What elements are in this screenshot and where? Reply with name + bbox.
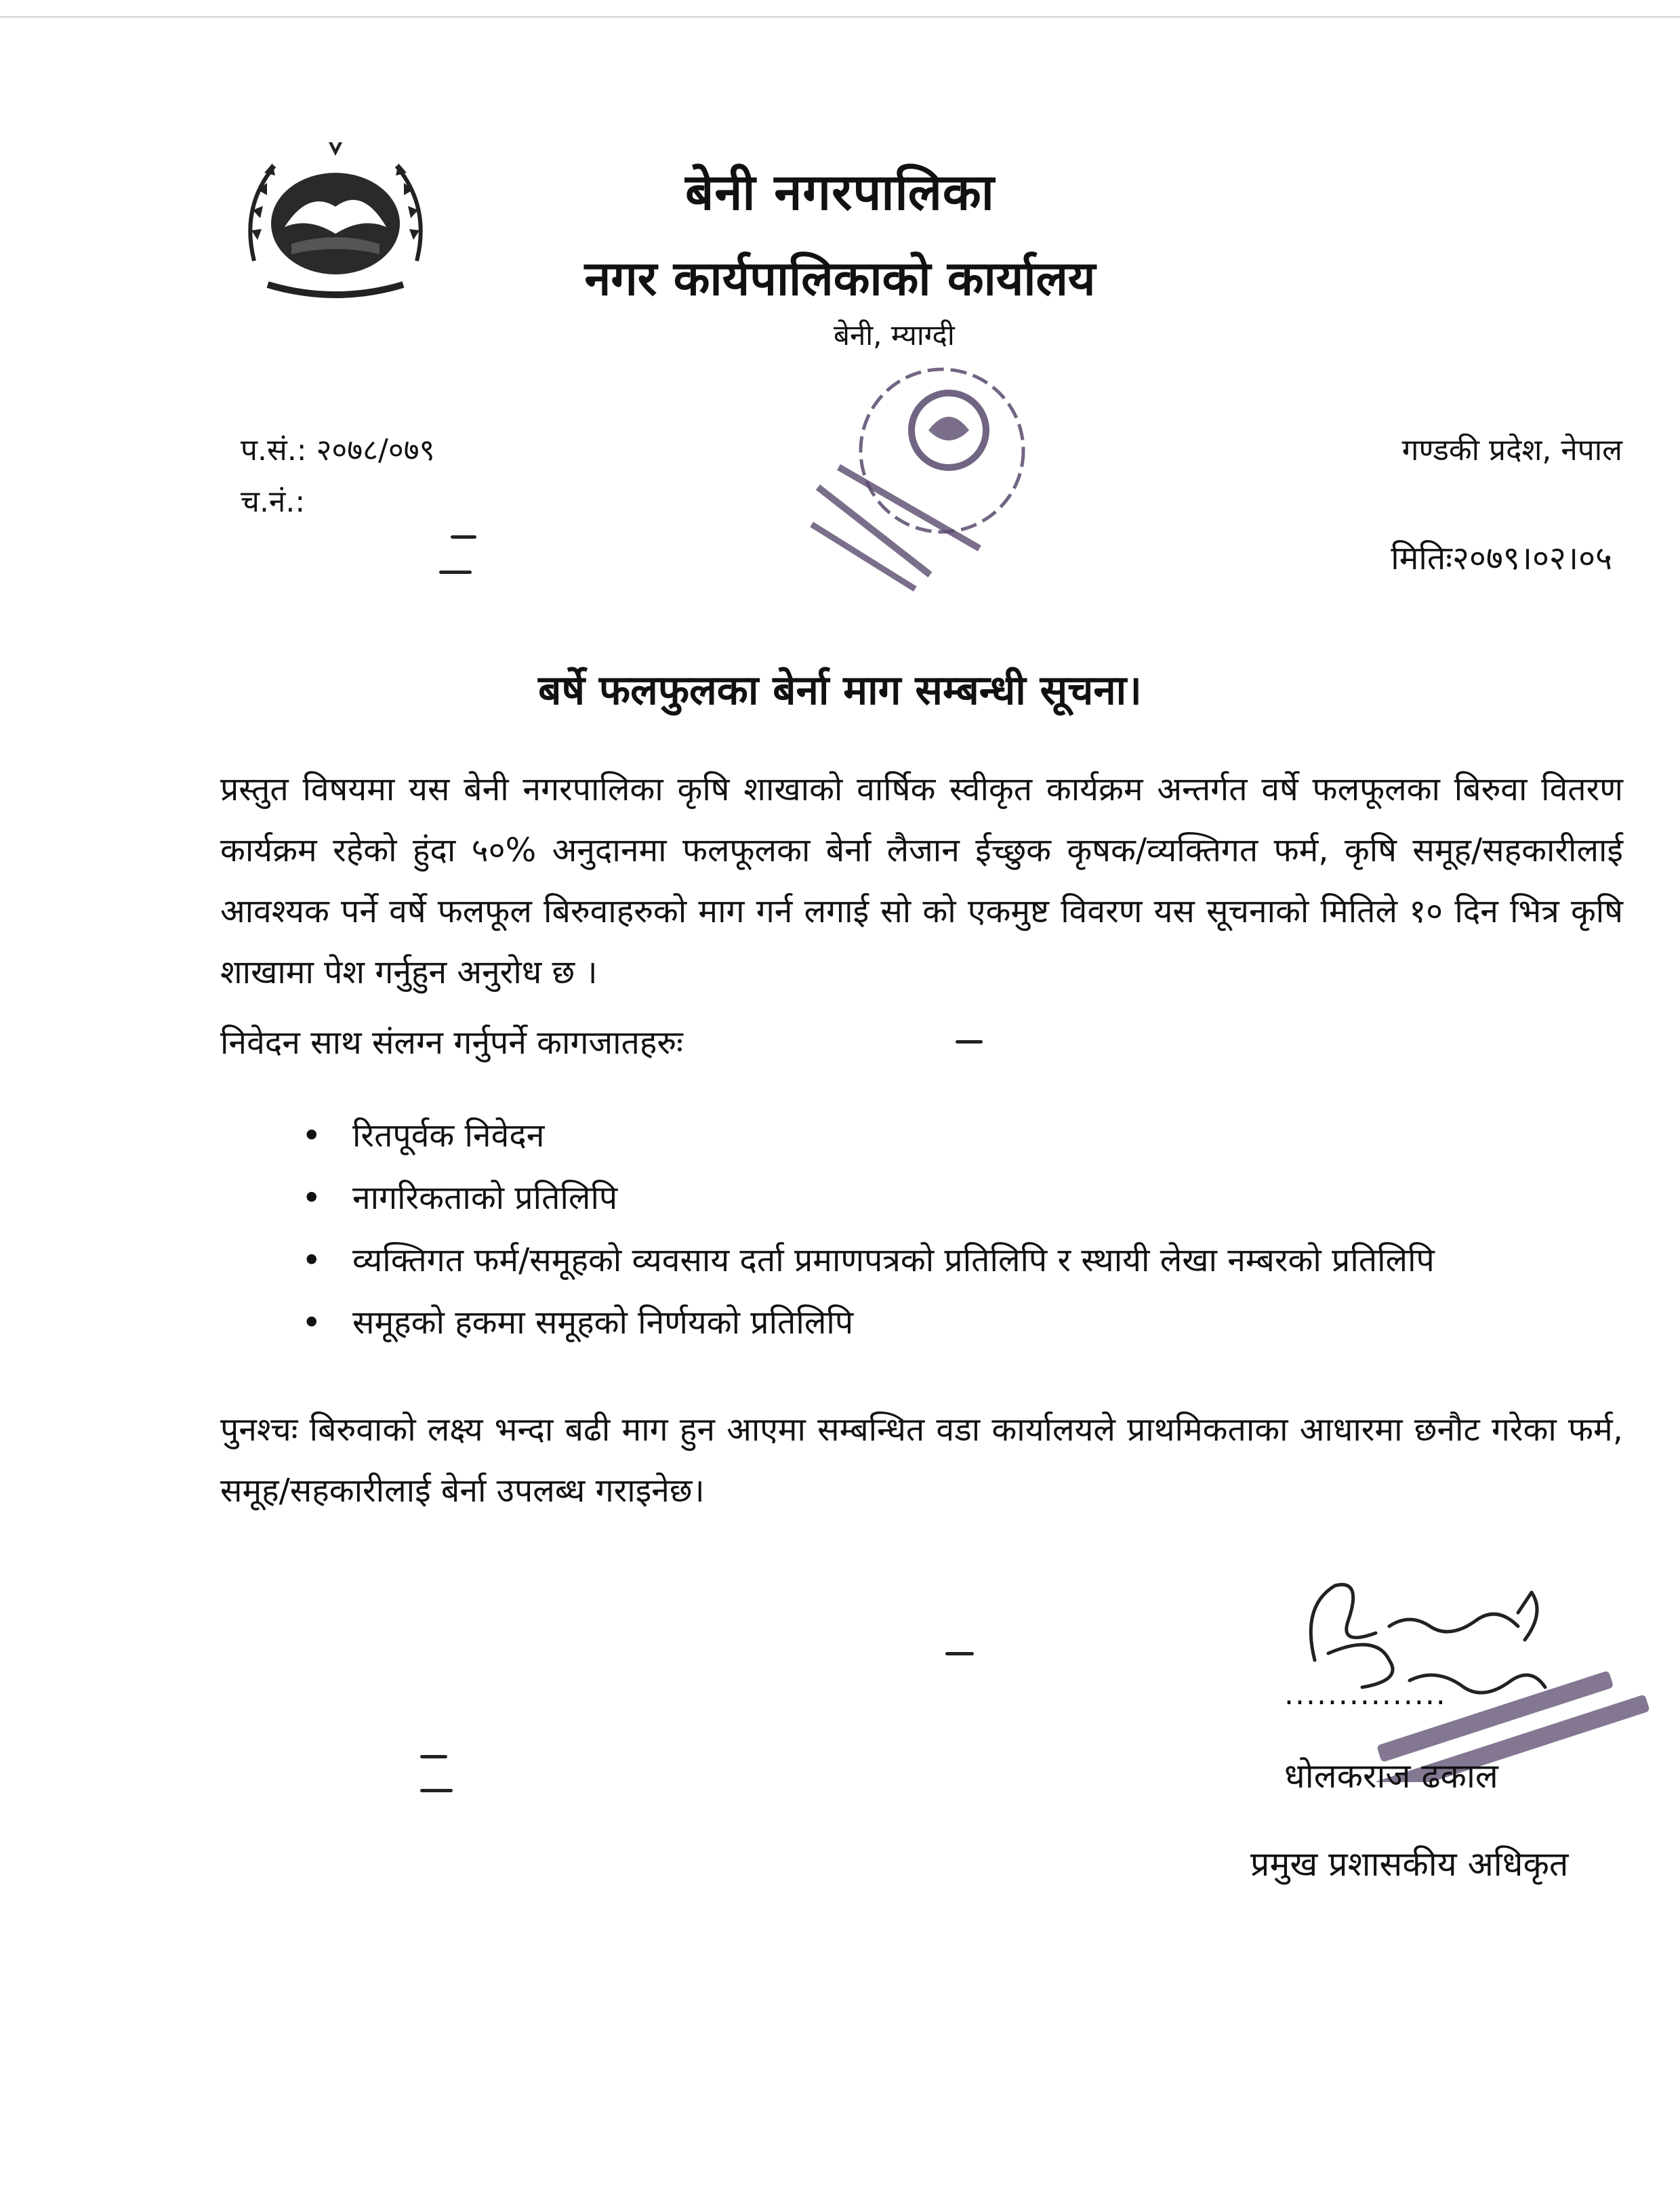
scan-mark: [439, 571, 472, 574]
scan-mark: [451, 535, 476, 539]
list-item: • समूहको हकमा समूहको निर्णयको प्रतिलिपि: [305, 1292, 1435, 1354]
office-address: बेनी, म्याग्दी: [834, 318, 955, 352]
office-stamp: [793, 356, 1064, 606]
signature-line: ...............: [1284, 1677, 1447, 1712]
postscript: पुनश्चः बिरुवाको लक्ष्य भन्दा बढी माग हुन आएमा सम्बन्धित वडा कार्यालयले प्राथमिकताका आधारमा छनौट गरेका फर्म, समूह/सहकारीलाई बेर्ना उपलब्ध गराइनेछ।: [220, 1411, 1623, 1510]
signer-name: धोलकराज ढकाल: [1284, 1756, 1498, 1796]
scan-edge-line: [0, 16, 1680, 18]
list-item: • रितपूर्वक निवेदन: [305, 1105, 1435, 1167]
list-item: • नागरिकताको प्रतिलिपि: [305, 1167, 1435, 1229]
letter-date: मितिः२०७९।०२।०५: [1391, 539, 1612, 577]
signer-designation: प्रमुख प्रशासकीय अधिकृत: [1250, 1844, 1569, 1884]
office-name: बेनी नगरपालिका: [685, 163, 995, 222]
dispatch-number: च.नं.:: [241, 484, 306, 519]
requirements-heading: निवेदन साथ संलग्न गर्नुपर्ने कागजातहरुः: [220, 1024, 683, 1062]
scan-mark: [420, 1789, 453, 1792]
province-label: गण्डकी प्रदेश, नेपाल: [1401, 433, 1622, 468]
letter-number: प.सं.: २०७८/०७९: [241, 433, 435, 468]
notice-body: प्रस्तुत विषयमा यस बेनी नगरपालिका कृषि शाखाको वार्षिक स्वीकृत कार्यक्रम अन्तर्गत वर्षे फलफूलका बिरुवा वितरण कार्यक्रम रहेको हुंदा ५०% अनुदानमा फलफूलका बेर्ना लैजान ईच्छुक कृषक/व्यक्तिगत फर्म, कृषि समूह/सहकारीलाई आवश्यक पर्ने वर्षे फलफूल बिरुवाहरुको माग गर्न लगाई सो को एकमुष्ट विवरण यस सूचनाको मितिले १० दिन भित्र कृषि शाखामा पेश गर्नुहुन अनुरोध छ ।: [220, 770, 1623, 991]
office-subtitle: नगर कार्यपालिकाको कार्यालय: [584, 251, 1096, 306]
requirements-list: [305, 1105, 1435, 1354]
scan-mark: [945, 1652, 974, 1655]
scan-mark: [956, 1040, 983, 1044]
notice-subject: बर्षे फलफुलका बेर्ना माग सम्बन्धी सूचना।: [538, 667, 1142, 714]
list-item: • व्यक्तिगत फर्म/समूहको व्यवसाय दर्ता प्रमाणपत्रको प्रतिलिपि र स्थायी लेखा नम्बरको प्रतिलिपि: [305, 1229, 1435, 1292]
scan-mark: [420, 1755, 447, 1758]
